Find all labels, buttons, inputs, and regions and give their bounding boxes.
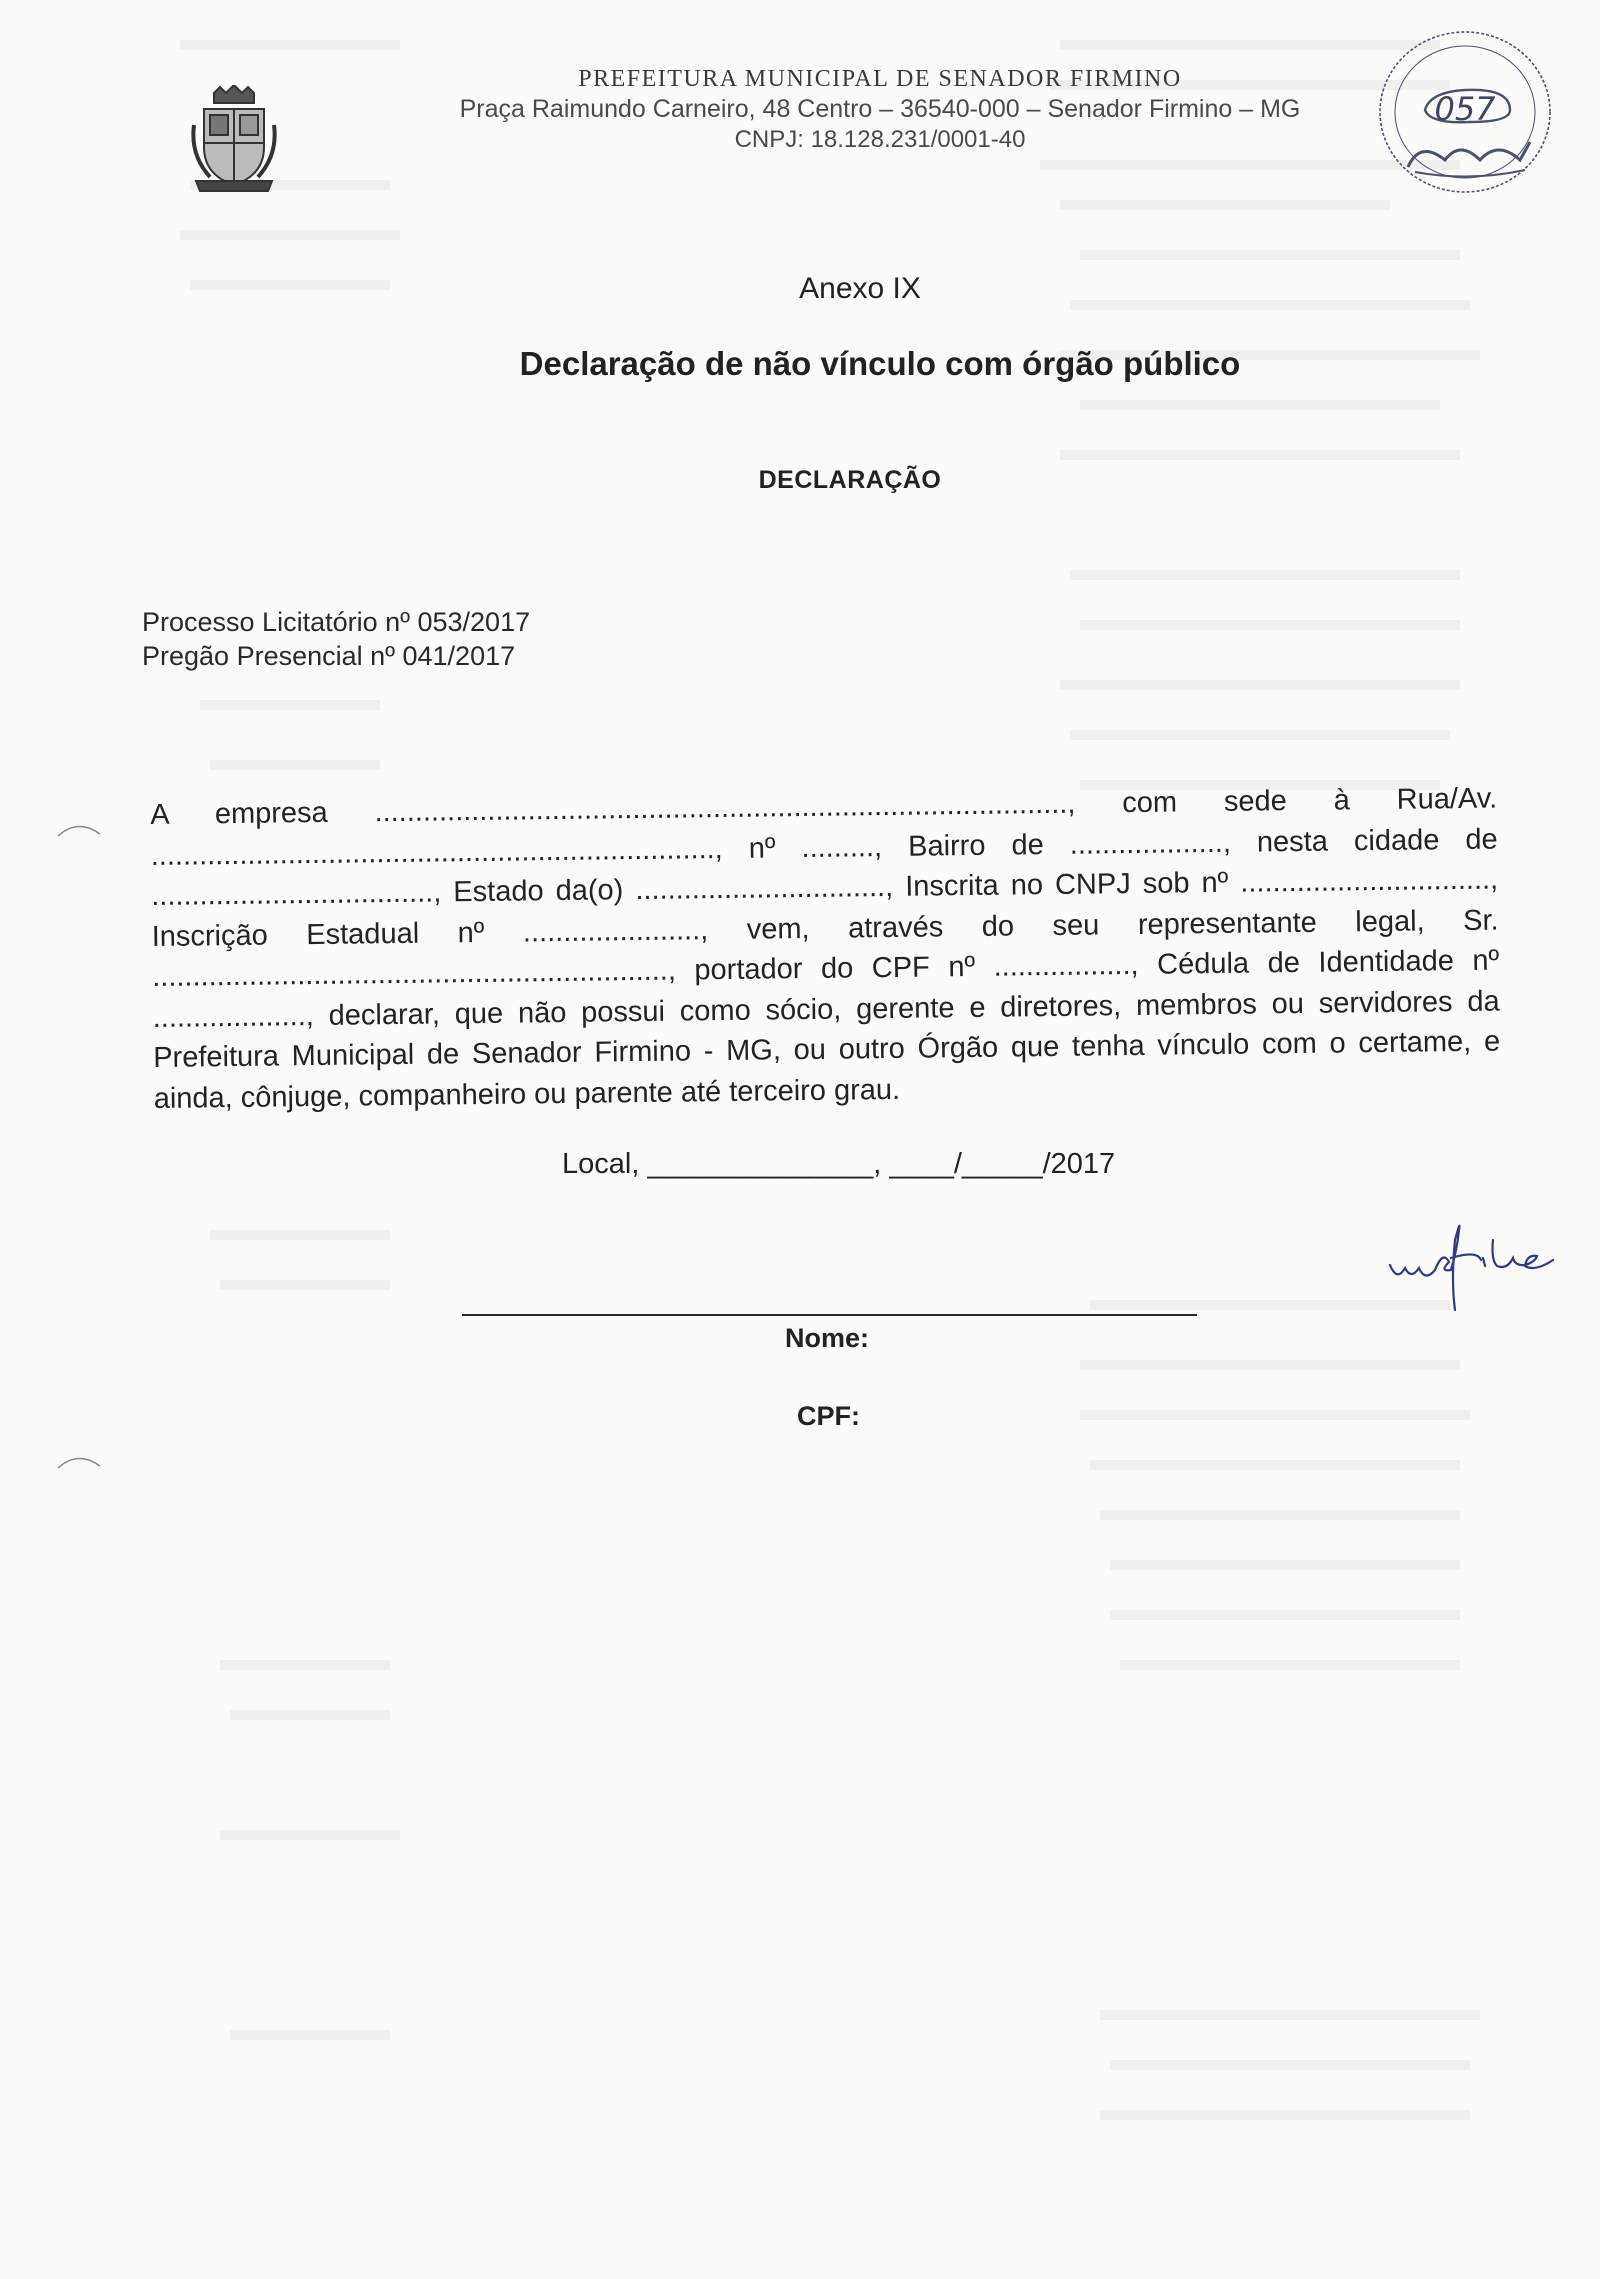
place-date-line: Local, ______________, ____/_____/2017	[562, 1148, 1116, 1180]
signature-line	[462, 1314, 1197, 1316]
name-label: Nome:	[785, 1323, 870, 1353]
protocol-stamp	[1370, 22, 1560, 202]
annex-heading: Anexo IX	[799, 272, 921, 305]
letterhead-address: Praça Raimundo Carneiro, 48 Centro – 36540-000 – Senador Firmino – MG	[459, 95, 1301, 123]
cpf-label: CPF:	[797, 1401, 860, 1431]
handwritten-signature	[1385, 1210, 1565, 1320]
punch-mark	[56, 1452, 102, 1472]
declaration-body: A empresa ......................................................................................, com sede à Rua/Av. ......................................................................, nº ........., Bairro de ..................., nesta cidade de ..................................., Estado da(o) ..............................., Inscrita no CNPJ sob nº ..............................., Inscrição Estadual nº ......................, vem, através do seu representante legal, Sr. ................................................................, portador do CPF nº ................., Cédula de Identidade nº ..................., declarar, que não possui como sócio, gerente e diretores, membros ou servidores da Prefeitura Municipal de Senador Firmino - MG, ou outro Órgão que tenha vínculo com o certame, e ainda, cônjuge, companheiro ou parente até terceiro grau.	[150, 782, 1501, 1115]
letterhead	[380, 66, 1380, 154]
stamp-number: 057	[1434, 90, 1496, 128]
letterhead-org-name: PREFEITURA MUNICIPAL DE SENADOR FIRMINO	[578, 66, 1182, 92]
process-number: Processo Licitatório nº 053/2017	[142, 607, 531, 637]
municipal-crest-icon	[190, 85, 278, 195]
declaration-heading: DECLARAÇÃO	[758, 466, 942, 494]
letterhead-cnpj: CNPJ: 18.128.231/0001-40	[734, 126, 1026, 153]
auction-number: Pregão Presencial nº 041/2017	[142, 641, 516, 671]
punch-mark	[56, 820, 102, 840]
document-title: Declaração de não vínculo com órgão público	[519, 345, 1241, 382]
